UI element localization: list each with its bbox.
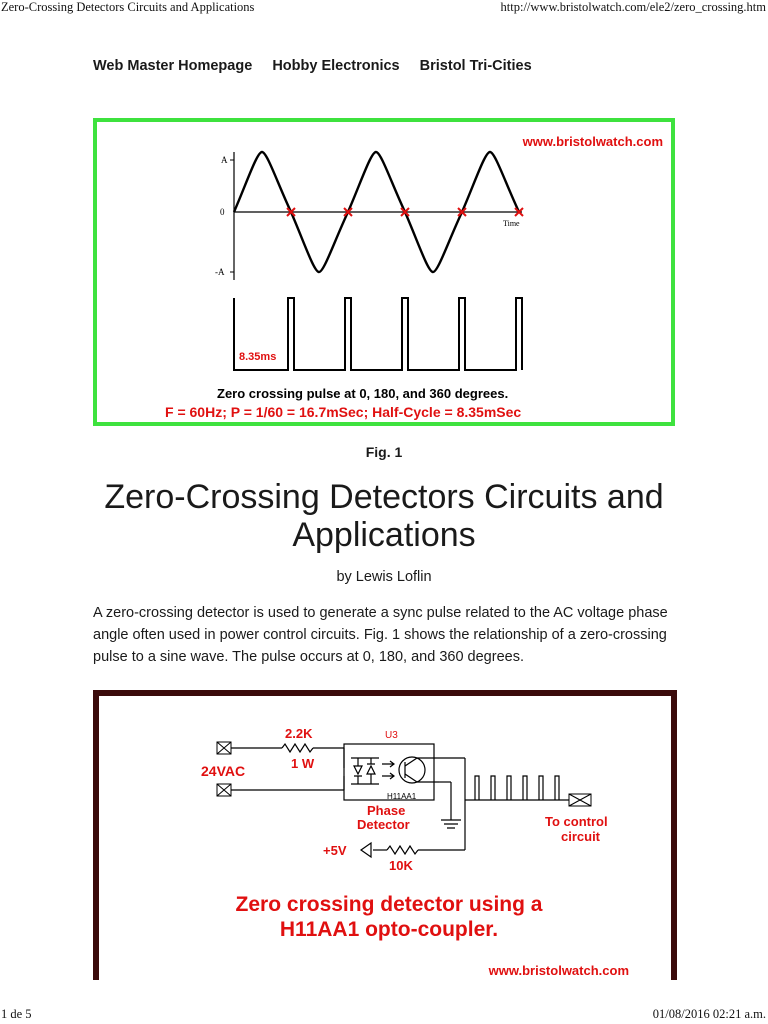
ic-part-label: H11AA1 [387, 792, 417, 801]
intro-paragraph: A zero-crossing detector is used to generate a sync pulse related to the AC voltage phase angle often used in power control circuits. Fig. 1 shows the relationship of a zero-crossing pulse to a sine wave. The pulse occurs at 0, 180, and 360 degrees. [93, 605, 668, 665]
axis-label-zero: 0 [220, 207, 225, 217]
nav-link-bristol-tri-cities[interactable]: Bristol Tri-Cities [419, 58, 532, 74]
figure1-caption-red: F = 60Hz; P = 1/60 = 16.7mSec; Half-Cycle = 8.35mSec [165, 404, 522, 420]
figure2-caption-line-1: Zero crossing detector using a [235, 893, 543, 916]
figure-caption: Fig. 1 [365, 444, 403, 460]
input-voltage-label: 24VAC [201, 763, 246, 779]
phase-detector-line-1: Phase [367, 803, 406, 818]
print-footer-page: 1 de 5 [1, 1007, 32, 1021]
time-label: Time [503, 219, 520, 228]
axis-label-minus-a: -A [215, 267, 225, 277]
figure1-caption-black: Zero crossing pulse at 0, 180, and 360 degrees. [217, 386, 509, 401]
nav-link-web-master-homepage[interactable]: Web Master Homepage [93, 58, 253, 74]
nav-link-hobby-electronics[interactable]: Hobby Electronics [272, 58, 400, 74]
resistor-1-power: 1 W [291, 756, 315, 771]
resistor-2-2k [282, 744, 313, 752]
page-title: Zero-Crossing Detectors Circuits and Applications [104, 478, 664, 554]
output-pulses [475, 776, 559, 800]
supply-5v [361, 843, 371, 857]
byline: by Lewis Loflin [336, 569, 432, 585]
figure-1-zero-crossing-waveform [93, 118, 675, 426]
waveform-diagram [97, 122, 671, 422]
light-arrow [382, 761, 394, 767]
diode-1 [354, 766, 362, 776]
supply-label: +5V [323, 843, 347, 858]
figure2-site: www.bristolwatch.com [488, 963, 629, 978]
resistor-1-value: 2.2K [285, 726, 313, 741]
circuit-schematic [99, 696, 671, 980]
pulse-width-label: 8.35ms [239, 351, 277, 363]
print-header-url: http://www.bristolwatch.com/ele2/zero_crossing.htm [500, 0, 766, 14]
figure2-caption-line-2: H11AA1 opto-coupler. [279, 918, 499, 941]
output-label-line-1: To control [545, 814, 608, 829]
diode-2 [367, 764, 375, 774]
pulse-train [234, 298, 522, 370]
print-header-title: Zero-Crossing Detectors Circuits and Applications [1, 0, 255, 14]
print-header [0, 0, 768, 16]
resistor-2-value: 10K [389, 858, 413, 873]
ic-ref-label: U3 [385, 730, 398, 741]
top-nav [93, 58, 548, 74]
print-footer [0, 1007, 768, 1023]
resistor-10k [387, 846, 418, 854]
figure1-site: www.bristolwatch.com [522, 134, 663, 149]
phase-detector-line-2: Detector [357, 817, 410, 832]
print-footer-date: 01/08/2016 02:21 a.m. [652, 1007, 766, 1021]
axis-label-a: A [221, 155, 228, 165]
figure-2-circuit-diagram [93, 690, 677, 980]
ground-symbol [441, 820, 461, 828]
output-label-line-2: circuit [561, 829, 601, 844]
light-arrow [382, 773, 394, 779]
